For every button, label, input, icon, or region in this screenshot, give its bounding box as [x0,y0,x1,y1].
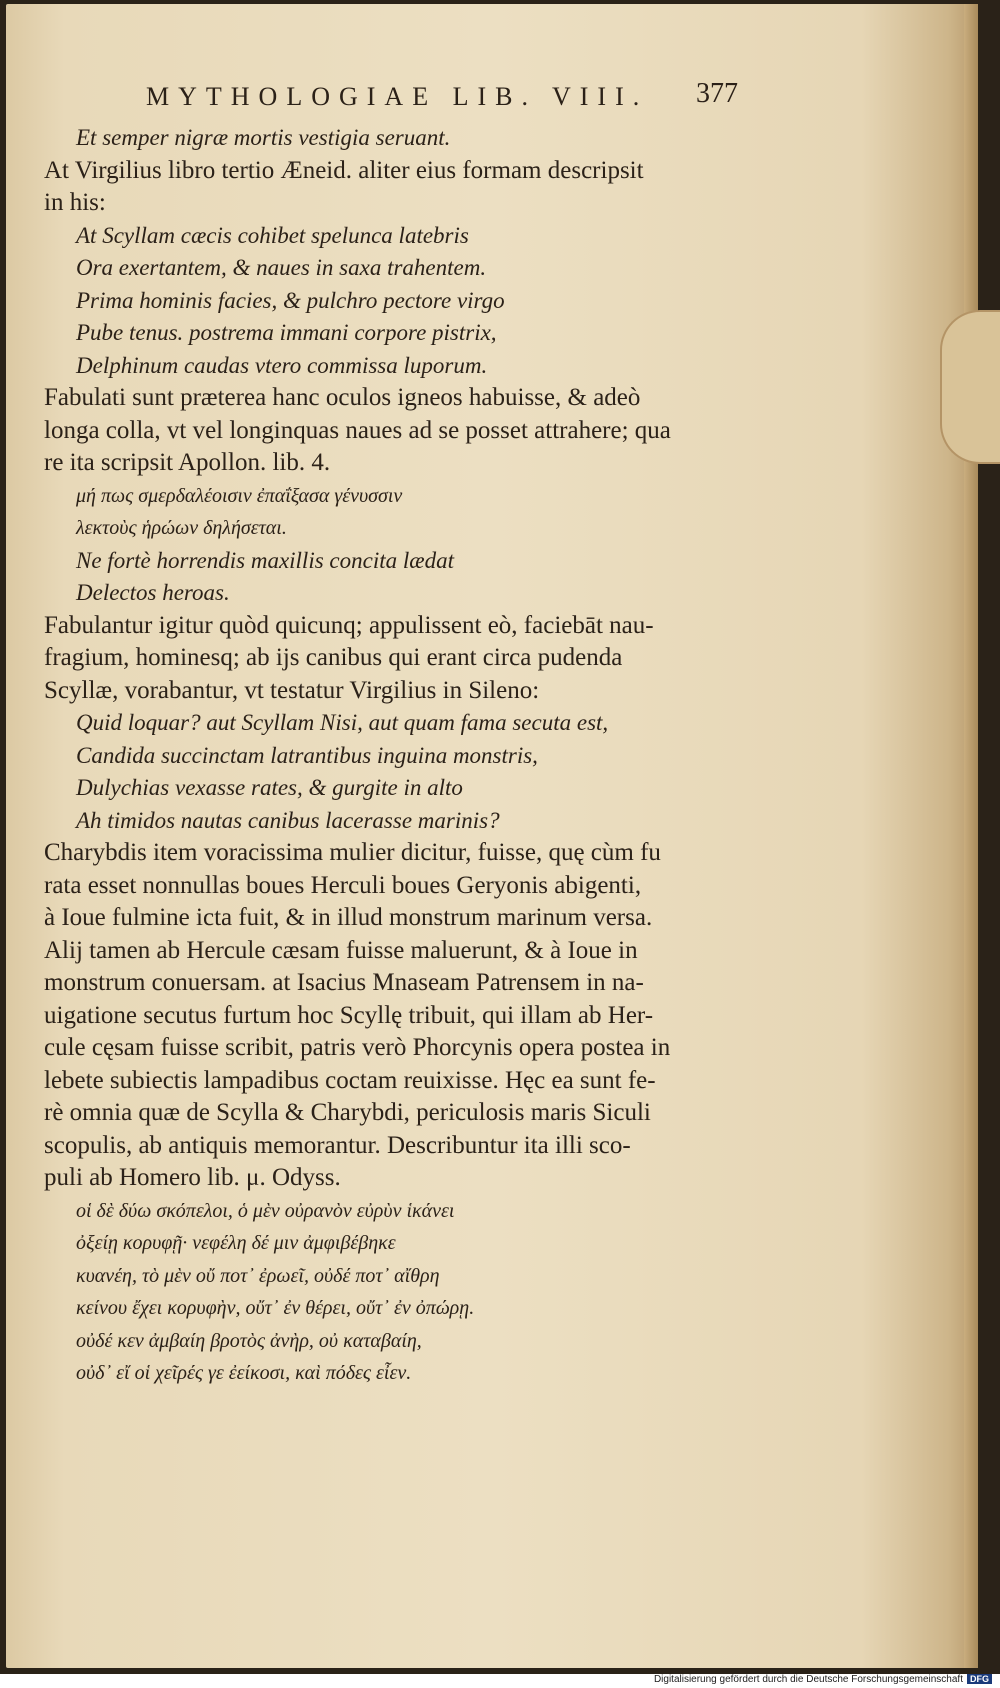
prose-line: rata esset nonnullas boues Herculi boues Geryonis abigenti, [44,871,642,899]
prose-line: monstrum conuersam. at Isacius Mnaseam Patrensem in na- [44,969,644,996]
verse-line: At Scyllam cæcis cohibet spelunca latebris [76,222,469,248]
prose-line: Scyllæ, vorabantur, vt testatur Virgilius in Sileno: [44,676,540,704]
prose-line: Fabulati sunt præterea hanc oculos igneos habuisse, & adeò [44,384,641,411]
verse-line: Pube tenus. postrema immani corpore pistrix, [76,320,497,345]
greek-line: κείνου ἔχει κορυφὴν, οὔτ᾽ ἐν θέρει, οὔτ᾽ ἐν ὀπώρῃ. [76,1297,475,1319]
thumb-tab [940,310,1000,464]
dfg-logo: DFG [967,1674,992,1684]
prose-line: puli ab Homero lib. μ. Odyss. [44,1164,341,1191]
prose-line: lebete subiectis lampadibus coctam reuixisse. Hęc ea sunt fe- [44,1066,656,1094]
prose-line: At Virgilius libro tertio Æneid. aliter eius formam descripsit [44,156,644,184]
verse-line: Ah timidos nautas canibus lacerasse marinis? [76,807,500,833]
book-page [6,4,978,1668]
prose-line: rè omnia quæ de Scylla & Charybdi, periculosis maris Siculi [44,1099,651,1126]
footer-credit [654,1672,992,1686]
greek-line: μή πως σμερδαλέοισιν ἐπαΐξασα γένυσσιν [76,484,403,507]
prose-line: longa colla, vt vel longinquas naues ad se posset attrahere; qua [44,416,671,444]
verse-line: Delectos heroas. [76,580,230,605]
page-edge [964,4,978,1668]
running-head: MYTHOLOGIAE LIB. VIII. [146,82,649,111]
prose-line: Fabulantur igitur quòd quicunq; appulissent eò, faciebāt nau- [44,611,654,639]
prose-line: uigatione secutus furtum hoc Scyllę tribuit, qui illam ab Her- [44,1001,654,1029]
page-number: 377 [696,78,738,109]
greek-line: οὐδ᾽ εἴ οἱ χεῖρές γε ἐείκοσι, καὶ πόδες εἶεν. [76,1362,412,1384]
verse-line: Delphinum caudas vtero commissa luporum. [76,352,488,378]
prose-line: Charybdis item voracissima mulier dicitur, fuisse, quę cùm fu [44,839,661,866]
prose-line: à Ioue fulmine icta fuit, & in illud monstrum marinum versa. [44,904,653,931]
greek-line: οἱ δὲ δύω σκόπελοι, ὁ μὲν οὐρανὸν εὐρὺν ἱκάνει [76,1199,455,1222]
verse-line: Prima hominis facies, & pulchro pectore virgo [76,287,505,313]
footer-credit-text: Digitalisierung gefördert durch die Deutsche Forschungsgemeinschaft [653,1673,963,1685]
verse-line: Et semper nigræ mortis vestigia seruant. [76,125,451,150]
verse-line: Quid loquar? aut Scyllam Nisi, aut quam fama secuta est, [76,710,609,735]
greek-line: λεκτοὺς ἡρώων δηλήσεται. [76,517,287,539]
prose-line: re ita scripsit Apollon. lib. 4. [44,449,331,476]
text-block [44,122,744,1390]
greek-line: οὐδέ κεν ἀμβαίη βροτὸς ἀνὴρ, οὐ καταβαίη, [76,1329,422,1352]
prose-line: scopulis, ab antiquis memorantur. Describuntur ita illi sco- [44,1131,631,1159]
greek-line: κυανέη, τὸ μὲν οὔ ποτ᾽ ἐρωεῖ, οὐδέ ποτ᾽ αἴθρη [76,1264,440,1287]
verse-line: Candida succinctam latrantibus inguina monstris, [76,742,538,768]
verse-line: Ora exertantem, & naues in saxa trahentem. [76,255,487,280]
verse-line: Dulychias vexasse rates, & gurgite in alto [76,775,463,800]
prose-line: in his: [44,189,106,216]
prose-line: Alij tamen ab Hercule cæsam fuisse maluerunt, & à Ioue in [44,936,638,964]
greek-line: ὀξείῃ κορυφῇ· νεφέλη δέ μιν ἀμφιβέβηκε [76,1232,396,1254]
prose-line: fragium, hominesq; ab ijs canibus qui erant circa pudenda [44,644,623,671]
verse-line: Ne fortè horrendis maxillis concita lædat [76,547,454,573]
prose-line: cule cęsam fuisse scribit, patris verò Phorcynis opera postea in [44,1034,671,1061]
